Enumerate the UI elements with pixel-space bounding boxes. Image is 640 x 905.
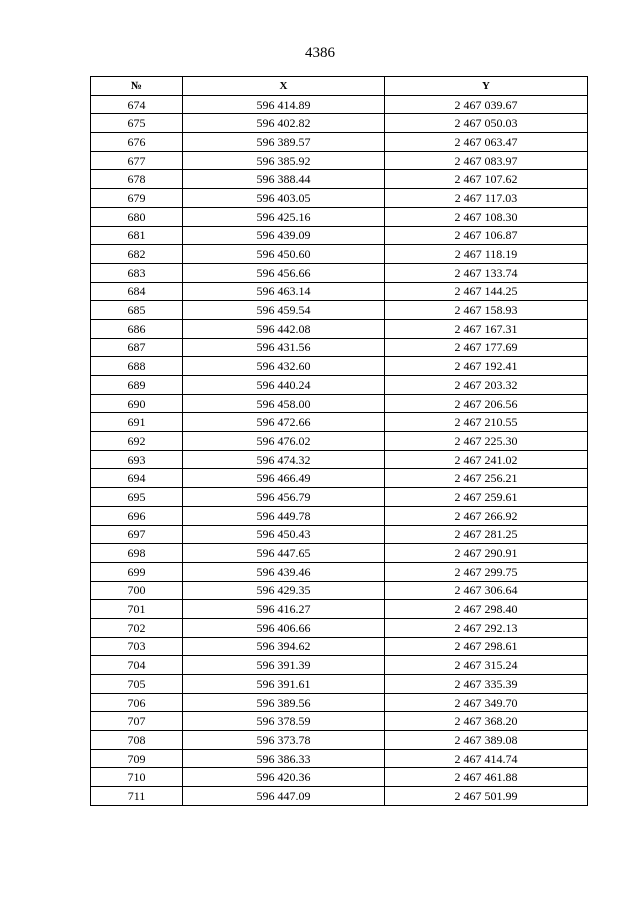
table-row <box>91 525 588 544</box>
table-row <box>91 656 588 675</box>
cell-x: 596 431.56 <box>183 338 385 357</box>
cell-x: 596 425.16 <box>183 207 385 226</box>
table-row <box>91 618 588 637</box>
cell-x: 596 450.60 <box>183 245 385 264</box>
cell-number: 675 <box>91 114 183 133</box>
cell-y: 2 467 108.30 <box>385 207 588 226</box>
cell-number: 682 <box>91 245 183 264</box>
cell-x: 596 476.02 <box>183 432 385 451</box>
table-row <box>91 450 588 469</box>
table-row <box>91 675 588 694</box>
cell-x: 596 439.09 <box>183 226 385 245</box>
table-row <box>91 581 588 600</box>
table-row <box>91 301 588 320</box>
cell-y: 2 467 349.70 <box>385 693 588 712</box>
cell-y: 2 467 144.25 <box>385 282 588 301</box>
cell-number: 684 <box>91 282 183 301</box>
cell-y: 2 467 315.24 <box>385 656 588 675</box>
cell-x: 596 432.60 <box>183 357 385 376</box>
table-header <box>91 77 588 96</box>
cell-y: 2 467 259.61 <box>385 488 588 507</box>
cell-number: 679 <box>91 189 183 208</box>
table-row <box>91 338 588 357</box>
cell-x: 596 416.27 <box>183 600 385 619</box>
cell-x: 596 420.36 <box>183 768 385 787</box>
table-row <box>91 263 588 282</box>
cell-number: 692 <box>91 432 183 451</box>
page-number: 4386 <box>305 45 335 61</box>
cell-y: 2 467 461.88 <box>385 768 588 787</box>
cell-x: 596 439.46 <box>183 562 385 581</box>
cell-y: 2 467 177.69 <box>385 338 588 357</box>
table-row <box>91 749 588 768</box>
cell-number: 687 <box>91 338 183 357</box>
cell-number: 693 <box>91 450 183 469</box>
cell-x: 596 388.44 <box>183 170 385 189</box>
table-row <box>91 394 588 413</box>
table-row <box>91 712 588 731</box>
cell-number: 680 <box>91 207 183 226</box>
header-y: Y <box>385 77 588 96</box>
cell-x: 596 458.00 <box>183 394 385 413</box>
table-row <box>91 114 588 133</box>
cell-y: 2 467 414.74 <box>385 749 588 768</box>
cell-y: 2 467 241.02 <box>385 450 588 469</box>
cell-y: 2 467 298.40 <box>385 600 588 619</box>
table-row <box>91 413 588 432</box>
cell-y: 2 467 389.08 <box>385 731 588 750</box>
cell-y: 2 467 106.87 <box>385 226 588 245</box>
cell-number: 704 <box>91 656 183 675</box>
cell-y: 2 467 368.20 <box>385 712 588 731</box>
cell-number: 702 <box>91 618 183 637</box>
cell-x: 596 389.56 <box>183 693 385 712</box>
table-row <box>91 432 588 451</box>
cell-number: 699 <box>91 562 183 581</box>
table-row <box>91 282 588 301</box>
cell-number: 696 <box>91 506 183 525</box>
cell-number: 707 <box>91 712 183 731</box>
cell-y: 2 467 167.31 <box>385 319 588 338</box>
cell-x: 596 463.14 <box>183 282 385 301</box>
table-row <box>91 357 588 376</box>
table-row <box>91 151 588 170</box>
cell-number: 689 <box>91 376 183 395</box>
cell-number: 676 <box>91 133 183 152</box>
table-row <box>91 600 588 619</box>
cell-x: 596 456.66 <box>183 263 385 282</box>
cell-number: 708 <box>91 731 183 750</box>
cell-y: 2 467 292.13 <box>385 618 588 637</box>
cell-number: 681 <box>91 226 183 245</box>
cell-y: 2 467 118.19 <box>385 245 588 264</box>
cell-number: 700 <box>91 581 183 600</box>
cell-x: 596 456.79 <box>183 488 385 507</box>
cell-number: 688 <box>91 357 183 376</box>
cell-number: 694 <box>91 469 183 488</box>
cell-y: 2 467 203.32 <box>385 376 588 395</box>
cell-y: 2 467 299.75 <box>385 562 588 581</box>
cell-number: 711 <box>91 787 183 806</box>
cell-x: 596 466.49 <box>183 469 385 488</box>
cell-number: 677 <box>91 151 183 170</box>
table-row <box>91 189 588 208</box>
table-row <box>91 488 588 507</box>
cell-x: 596 429.35 <box>183 581 385 600</box>
cell-x: 596 378.59 <box>183 712 385 731</box>
table-row <box>91 207 588 226</box>
cell-number: 701 <box>91 600 183 619</box>
cell-y: 2 467 158.93 <box>385 301 588 320</box>
table-row <box>91 226 588 245</box>
cell-number: 703 <box>91 637 183 656</box>
cell-y: 2 467 117.03 <box>385 189 588 208</box>
cell-x: 596 449.78 <box>183 506 385 525</box>
cell-number: 709 <box>91 749 183 768</box>
cell-y: 2 467 266.92 <box>385 506 588 525</box>
cell-y: 2 467 107.62 <box>385 170 588 189</box>
table-row <box>91 245 588 264</box>
table-row <box>91 731 588 750</box>
cell-x: 596 402.82 <box>183 114 385 133</box>
cell-y: 2 467 133.74 <box>385 263 588 282</box>
cell-x: 596 373.78 <box>183 731 385 750</box>
header-row <box>91 77 588 96</box>
table-row <box>91 768 588 787</box>
cell-number: 690 <box>91 394 183 413</box>
cell-x: 596 386.33 <box>183 749 385 768</box>
table-row <box>91 693 588 712</box>
cell-x: 596 447.09 <box>183 787 385 806</box>
table-row <box>91 637 588 656</box>
cell-x: 596 391.61 <box>183 675 385 694</box>
cell-number: 685 <box>91 301 183 320</box>
cell-y: 2 467 256.21 <box>385 469 588 488</box>
table-row <box>91 469 588 488</box>
cell-x: 596 385.92 <box>183 151 385 170</box>
cell-number: 697 <box>91 525 183 544</box>
cell-y: 2 467 225.30 <box>385 432 588 451</box>
cell-y: 2 467 290.91 <box>385 544 588 563</box>
cell-y: 2 467 306.64 <box>385 581 588 600</box>
table-row <box>91 506 588 525</box>
cell-number: 674 <box>91 95 183 114</box>
cell-y: 2 467 501.99 <box>385 787 588 806</box>
cell-y: 2 467 335.39 <box>385 675 588 694</box>
cell-y: 2 467 210.55 <box>385 413 588 432</box>
cell-y: 2 467 050.03 <box>385 114 588 133</box>
cell-x: 596 391.39 <box>183 656 385 675</box>
cell-number: 698 <box>91 544 183 563</box>
coordinates-table <box>90 76 588 806</box>
cell-y: 2 467 039.67 <box>385 95 588 114</box>
cell-x: 596 450.43 <box>183 525 385 544</box>
cell-y: 2 467 206.56 <box>385 394 588 413</box>
cell-number: 678 <box>91 170 183 189</box>
cell-number: 705 <box>91 675 183 694</box>
cell-number: 686 <box>91 319 183 338</box>
table-row <box>91 133 588 152</box>
cell-x: 596 440.24 <box>183 376 385 395</box>
cell-number: 706 <box>91 693 183 712</box>
cell-number: 683 <box>91 263 183 282</box>
cell-x: 596 394.62 <box>183 637 385 656</box>
cell-x: 596 442.08 <box>183 319 385 338</box>
header-number: № <box>91 77 183 96</box>
table-row <box>91 562 588 581</box>
cell-x: 596 403.05 <box>183 189 385 208</box>
cell-number: 710 <box>91 768 183 787</box>
cell-x: 596 414.89 <box>183 95 385 114</box>
cell-x: 596 447.65 <box>183 544 385 563</box>
table-row <box>91 170 588 189</box>
table-row <box>91 376 588 395</box>
cell-y: 2 467 281.25 <box>385 525 588 544</box>
table-body <box>91 95 588 805</box>
cell-x: 596 472.66 <box>183 413 385 432</box>
table-row <box>91 787 588 806</box>
cell-y: 2 467 298.61 <box>385 637 588 656</box>
cell-y: 2 467 192.41 <box>385 357 588 376</box>
cell-x: 596 459.54 <box>183 301 385 320</box>
cell-x: 596 389.57 <box>183 133 385 152</box>
table-row <box>91 95 588 114</box>
table-row <box>91 319 588 338</box>
header-x: X <box>183 77 385 96</box>
table-row <box>91 544 588 563</box>
cell-number: 691 <box>91 413 183 432</box>
cell-number: 695 <box>91 488 183 507</box>
cell-x: 596 474.32 <box>183 450 385 469</box>
cell-y: 2 467 063.47 <box>385 133 588 152</box>
cell-y: 2 467 083.97 <box>385 151 588 170</box>
cell-x: 596 406.66 <box>183 618 385 637</box>
